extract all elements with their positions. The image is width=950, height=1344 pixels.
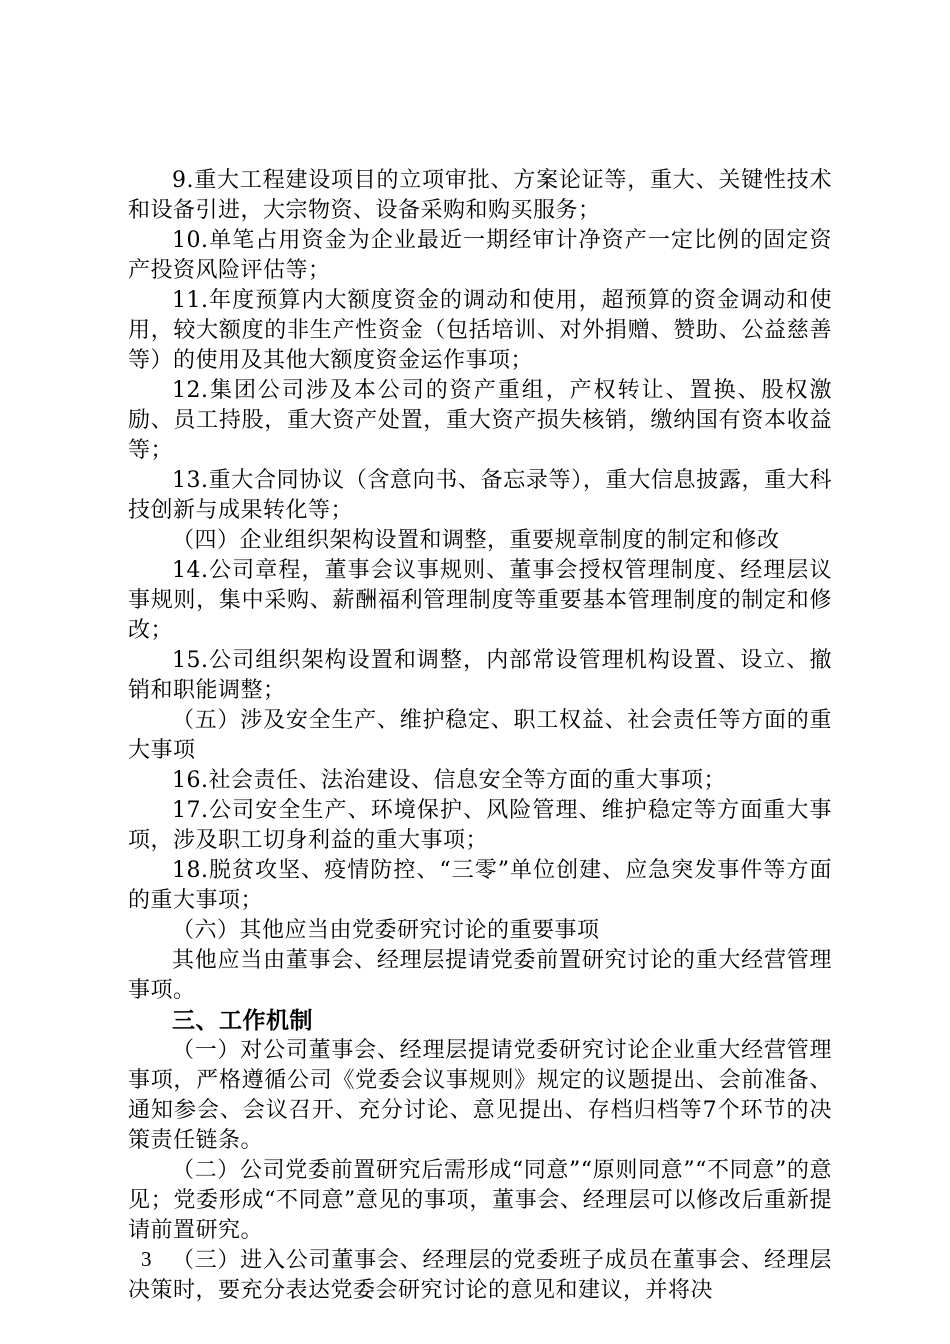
list-item-11: 11.年度预算内大额度资金的调动和使用，超预算的资金调动和使用，较大额度的非生产性资金（包括培训、对外捐赠、赞助、公益慈善等）的使用及其他大额度资金运作事项； (128, 288, 832, 373)
list-item-18: 18.脱贫攻坚、疫情防控、“三零”单位创建、应急突发事件等方面的重大事项； (128, 858, 832, 913)
mechanism-item-3: （三）进入公司董事会、经理层的党委班子成员在董事会、经理层决策时，要充分表达党委会研究讨论的意见和建议，并将决 (128, 1248, 832, 1303)
list-item-12: 12.集团公司涉及本公司的资产重组，产权转让、置换、股权激励、员工持股，重大资产处置，重大资产损失核销，缴纳国有资本收益等； (128, 378, 832, 463)
section-heading-work-mechanism: 三、工作机制 (172, 1008, 313, 1034)
subsection-heading-6: （六）其他应当由党委研究讨论的重要事项 (172, 918, 600, 943)
list-item-9: 9.重大工程建设项目的立项审批、方案论证等，重大、关键性技术和设备引进，大宗物资、设备采购和购买服务； (128, 168, 832, 223)
mechanism-item-2: （二）公司党委前置研究后需形成“同意”“原则同意”“不同意”的意见；党委形成“不同意”意见的事项，董事会、经理层可以修改后重新提请前置研究。 (128, 1158, 833, 1243)
subsection-heading-4: （四）企业组织架构设置和调整，重要规章制度的制定和修改 (172, 528, 780, 553)
list-item-14: 14.公司章程，董事会议事规则、董事会授权管理制度、经理层议事规则，集中采购、薪酬福利管理制度等重要基本管理制度的制定和修改； (128, 558, 832, 643)
mechanism-item-1: （一）对公司董事会、经理层提请党委研究讨论企业重大经营管理事项，严格遵循公司《党委会议事规则》规定的议题提出、会前准备、通知参会、会议召开、充分讨论、意见提出、存档归档等7个环节的决策责任链条。 (128, 1038, 832, 1153)
document-body (128, 166, 832, 1306)
list-item-17: 17.公司安全生产、环境保护、风险管理、维护稳定等方面重大事项，涉及职工切身利益的重大事项； (128, 798, 832, 853)
list-item-16: 16.社会责任、法治建设、信息安全等方面的重大事项； (172, 768, 726, 793)
list-item-15: 15.公司组织架构设置和调整，内部常设管理机构设置、设立、撤销和职能调整； (128, 648, 832, 703)
page-number: 3 (141, 1247, 152, 1271)
subsection-heading-5: （五）涉及安全生产、维护稳定、职工权益、社会责任等方面的重大事项 (128, 708, 832, 763)
list-item-13: 13.重大合同协议（含意向书、备忘录等），重大信息披露，重大科技创新与成果转化等； (128, 468, 832, 523)
list-item-10: 10.单笔占用资金为企业最近一期经审计净资产一定比例的固定资产投资风险评估等； (128, 228, 832, 283)
paragraph-other-matters: 其他应当由董事会、经理层提请党委前置研究讨论的重大经营管理事项。 (128, 948, 832, 1003)
